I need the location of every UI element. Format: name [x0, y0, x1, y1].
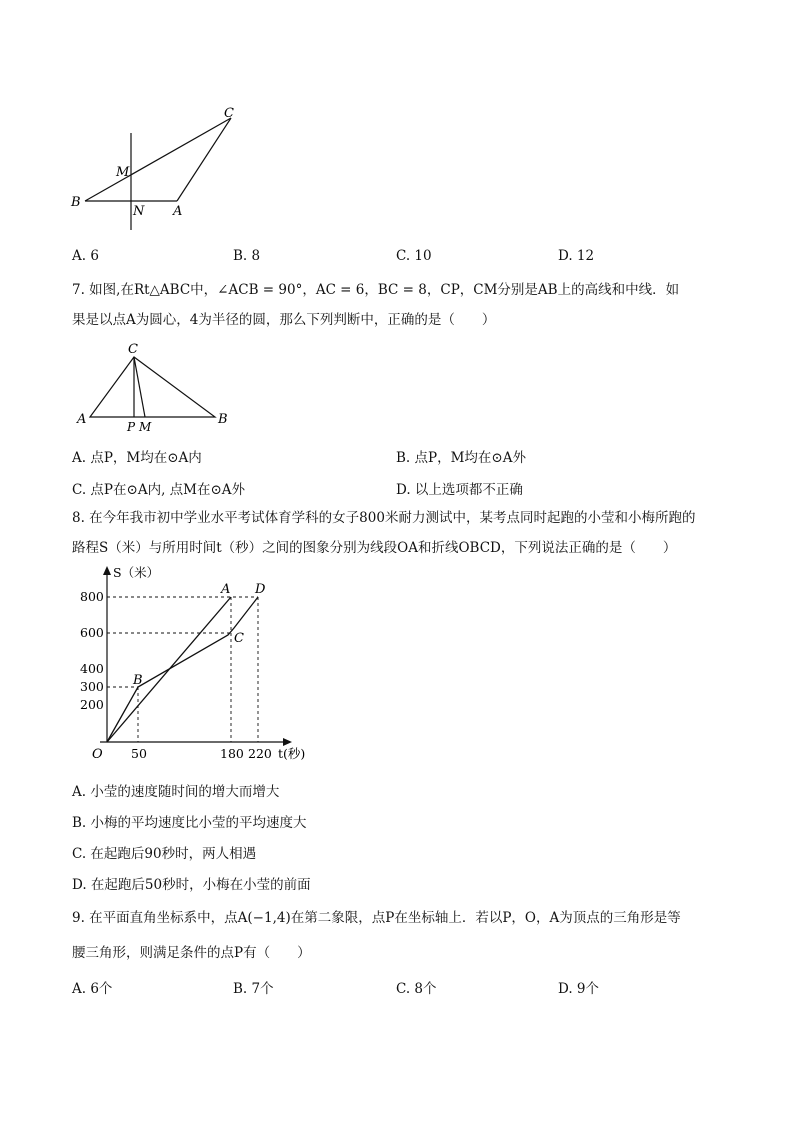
- q8-point-A: A: [221, 582, 231, 597]
- q8-option-b: B. 小梅的平均速度比小莹的平均速度大: [72, 815, 307, 831]
- q8-option-a: A. 小莹的速度随时间的增大而增大: [72, 784, 280, 800]
- q6-label-M: M: [116, 165, 130, 180]
- q8-origin-label: O: [92, 747, 103, 762]
- q8-x-tick-220: 220: [248, 746, 272, 761]
- q9-stem-line-2: 腰三角形，则满足条件的点P有（ ）: [72, 945, 311, 961]
- q9-stem-line-1: 9. 在平面直角坐标系中，点A(−1,4)在第二象限，点P在坐标轴上．若以P，O，A为顶点的三角形是等: [72, 910, 681, 926]
- q8-y-tick-400: 400: [80, 661, 104, 676]
- q6-label-C: C: [224, 106, 234, 121]
- q7-option-b: B. 点P，M均在⊙A外: [396, 450, 526, 466]
- q7-label-M: M: [139, 420, 152, 433]
- q7-figure: [72, 338, 242, 433]
- q8-y-axis-arrow: [103, 566, 111, 575]
- q7-label-A: A: [77, 412, 87, 427]
- q8-y-tick-800: 800: [80, 589, 104, 604]
- q7-stem-line-1: 7. 如图,在Rt△ABC中，∠ACB = 90°，AC = 6，BC = 8，CP，CM分别是AB上的高线和中线．如: [72, 282, 680, 298]
- q9-option-d: D. 9个: [558, 981, 600, 997]
- q6-option-c: C. 10: [396, 248, 432, 264]
- q8-point-C: C: [234, 631, 244, 646]
- q9-option-c: C. 8个: [396, 981, 437, 997]
- q9-option-b: B. 7个: [233, 981, 274, 997]
- q8-y-tick-200: 200: [80, 697, 104, 712]
- q7-label-B: B: [218, 412, 228, 427]
- q8-x-tick-50: 50: [131, 746, 147, 761]
- q7-triangle-ABC: [90, 357, 215, 417]
- q7-stem-line-2: 果是以点A为圆心，4为半径的圆，那么下列判断中，正确的是（ ）: [72, 312, 496, 328]
- q6-figure: [60, 100, 260, 240]
- q6-label-B: B: [71, 195, 81, 210]
- q8-dashed-guides: [107, 597, 258, 742]
- q7-label-P: P: [127, 420, 136, 433]
- q6-option-d: D. 12: [558, 248, 595, 264]
- q7-median-CM: [134, 357, 145, 417]
- q8-point-D: D: [255, 582, 266, 597]
- q6-line-BC: [85, 118, 231, 201]
- q8-point-B: B: [133, 673, 143, 688]
- q8-option-d: D. 在起跑后50秒时，小梅在小莹的前面: [72, 877, 311, 893]
- q8-y-tick-300: 300: [80, 679, 104, 694]
- q7-option-a: A. 点P，M均在⊙A内: [72, 450, 202, 466]
- q6-option-b: B. 8: [233, 248, 261, 264]
- q6-label-N: N: [133, 204, 145, 219]
- q8-stem-line-1: 8. 在今年我市初中学业水平考试体育学科的女子800米耐力测试中，某考点同时起跑的小莹和小梅所跑的: [72, 510, 696, 526]
- q8-polyline-OBCD: [107, 597, 258, 742]
- q6-option-a: A. 6: [72, 248, 99, 264]
- q8-y-tick-600: 600: [80, 625, 104, 640]
- q6-line-AC: [177, 118, 231, 201]
- q8-x-tick-180: 180: [220, 746, 244, 761]
- q8-x-axis-arrow: [283, 738, 292, 746]
- q8-stem-line-2: 路程S（米）与所用时间t（秒）之间的图象分别为线段OA和折线OBCD，下列说法正确的是（ ）: [72, 540, 677, 556]
- q7-option-c: C. 点P在⊙A内, 点M在⊙A外: [72, 482, 246, 498]
- q8-x-axis-label: t(秒): [278, 746, 306, 761]
- q8-option-c: C. 在起跑后90秒时，两人相遇: [72, 846, 257, 862]
- q7-option-d: D. 以上选项都不正确: [396, 482, 523, 498]
- q9-option-a: A. 6个: [72, 981, 113, 997]
- q8-graph: [70, 562, 320, 772]
- q8-y-axis-label: S（米）: [113, 565, 160, 580]
- q7-label-C: C: [128, 342, 138, 357]
- q6-label-A: A: [173, 204, 183, 219]
